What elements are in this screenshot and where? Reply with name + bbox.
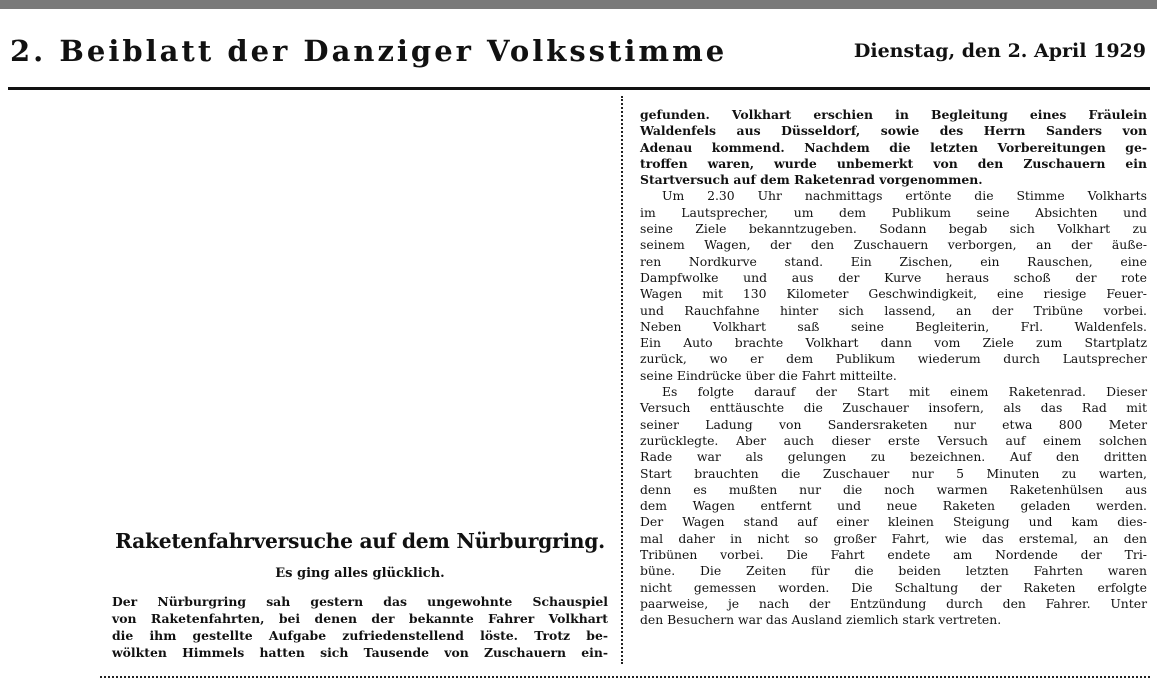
issue-date: Dienstag, den 2. April 1929 <box>853 40 1146 62</box>
column-divider <box>621 96 623 664</box>
text-line: Start brauchten die Zuschauer nur 5 Minuten zu warten, <box>640 465 1147 481</box>
text-line: Um 2.30 Uhr nachmittags ertönte die Stimme Volkharts <box>662 188 1147 204</box>
text-line: Der Wagen stand auf einer kleinen Steigung und kam dies- <box>640 514 1147 530</box>
text-line: büne. Die Zeiten für die beiden letzten Fahrten waren <box>640 563 1147 579</box>
text-line: Der Nürburgring sah gestern das ungewohnte Schauspiel <box>112 594 608 609</box>
text-line: dem Wagen entfernt und neue Raketen geladen werden. <box>640 498 1147 514</box>
text-line: nicht gemessen worden. Die Schaltung der Raketen erfolgte <box>640 579 1147 595</box>
text-line: seinem Wagen, der den Zuschauern verborgen, an der äuße- <box>640 237 1147 253</box>
article-left-column <box>112 526 608 661</box>
text-line: Ein Auto brachte Volkhart dann vom Ziele zum Startplatz <box>640 335 1147 351</box>
article-paragraph-2 <box>640 188 1147 384</box>
text-line: Adenau kommend. Nachdem die letzten Vorbereitungen ge- <box>640 139 1147 155</box>
text-line: seine Ziele bekanntzugeben. Sodann begab sich Volkhart zu <box>640 221 1147 237</box>
article-right-column <box>640 107 1147 629</box>
text-line: Tribünen vorbei. Die Fahrt endete am Nordende der Tri- <box>640 547 1147 563</box>
text-line: von Raketenfahrten, bei denen der bekannte Fahrer Volkhart <box>112 611 608 626</box>
text-line: den Besuchern war das Ausland ziemlich stark vertreten. <box>640 612 1002 628</box>
text-line: ren Nordkurve stand. Ein Zischen, ein Rauschen, eine <box>640 253 1147 269</box>
text-line: gefunden. Volkhart erschien in Begleitung eines Fräulein <box>640 107 1147 122</box>
text-line: und Rauchfahne hinter sich lassend, an der Tribüne vorbei. <box>640 302 1147 318</box>
text-line: zurücklegte. Aber auch dieser erste Versuch auf einem solchen <box>640 432 1147 448</box>
text-line: Versuch enttäuschte die Zuschauer insofern, als das Rad mit <box>640 400 1147 416</box>
text-line: Startversuch auf dem Raketenrad vorgenommen. <box>640 172 983 188</box>
text-line: die ihm gestellte Aufgabe zufriedenstellend löste. Trotz be- <box>112 628 608 643</box>
masthead <box>8 30 1150 80</box>
text-line: Waldenfels aus Düsseldorf, sowie des Herrn Sanders von <box>640 123 1147 139</box>
masthead-rule <box>8 87 1150 90</box>
text-line: wölkten Himmels hatten sich Tausende von Zuschauern ein- <box>112 645 608 660</box>
text-line: Rade war als gelungen zu bezeichnen. Auf den dritten <box>640 449 1147 465</box>
article-lead-paragraph <box>112 593 608 661</box>
top-border-rule <box>0 0 1157 9</box>
article-paragraph-3 <box>640 384 1147 628</box>
article-subheadline: Es ging alles glücklich. <box>275 566 445 581</box>
text-line: Wagen mit 130 Kilometer Geschwindigkeit, eine riesige Feuer- <box>640 286 1147 302</box>
text-line: denn es mußten nur die noch warmen Raketenhülsen aus <box>640 481 1147 497</box>
bottom-dotted-rule <box>100 676 1150 678</box>
article-headline: Raketenfahrversuche auf dem Nürburgring. <box>115 529 605 553</box>
text-line: seiner Ladung von Sandersraketen nur etwa 800 Meter <box>640 416 1147 432</box>
article-continuation-paragraph <box>640 107 1147 188</box>
text-line: paarweise, je nach der Entzündung durch den Fahrer. Unter <box>640 595 1147 611</box>
text-line: mal daher in nicht so großer Fahrt, wie das erstemal, an den <box>640 530 1147 546</box>
text-line: seine Eindrücke über die Fahrt mitteilte. <box>640 367 897 383</box>
text-line: im Lautsprecher, um dem Publikum seine Absichten und <box>640 204 1147 220</box>
text-line: Neben Volkhart saß seine Begleiterin, Frl. Waldenfels. <box>640 318 1147 334</box>
text-line: Es folgte darauf der Start mit einem Raketenrad. Dieser <box>662 384 1147 400</box>
newspaper-section-title: 2. Beiblatt der Danziger Volksstimme <box>10 34 728 68</box>
text-line: zurück, wo er dem Publikum wiederum durch Lautsprecher <box>640 351 1147 367</box>
text-line: troffen waren, wurde unbemerkt von den Zuschauern ein <box>640 155 1147 171</box>
text-line: Dampfwolke und aus der Kurve heraus schoß der rote <box>640 269 1147 285</box>
